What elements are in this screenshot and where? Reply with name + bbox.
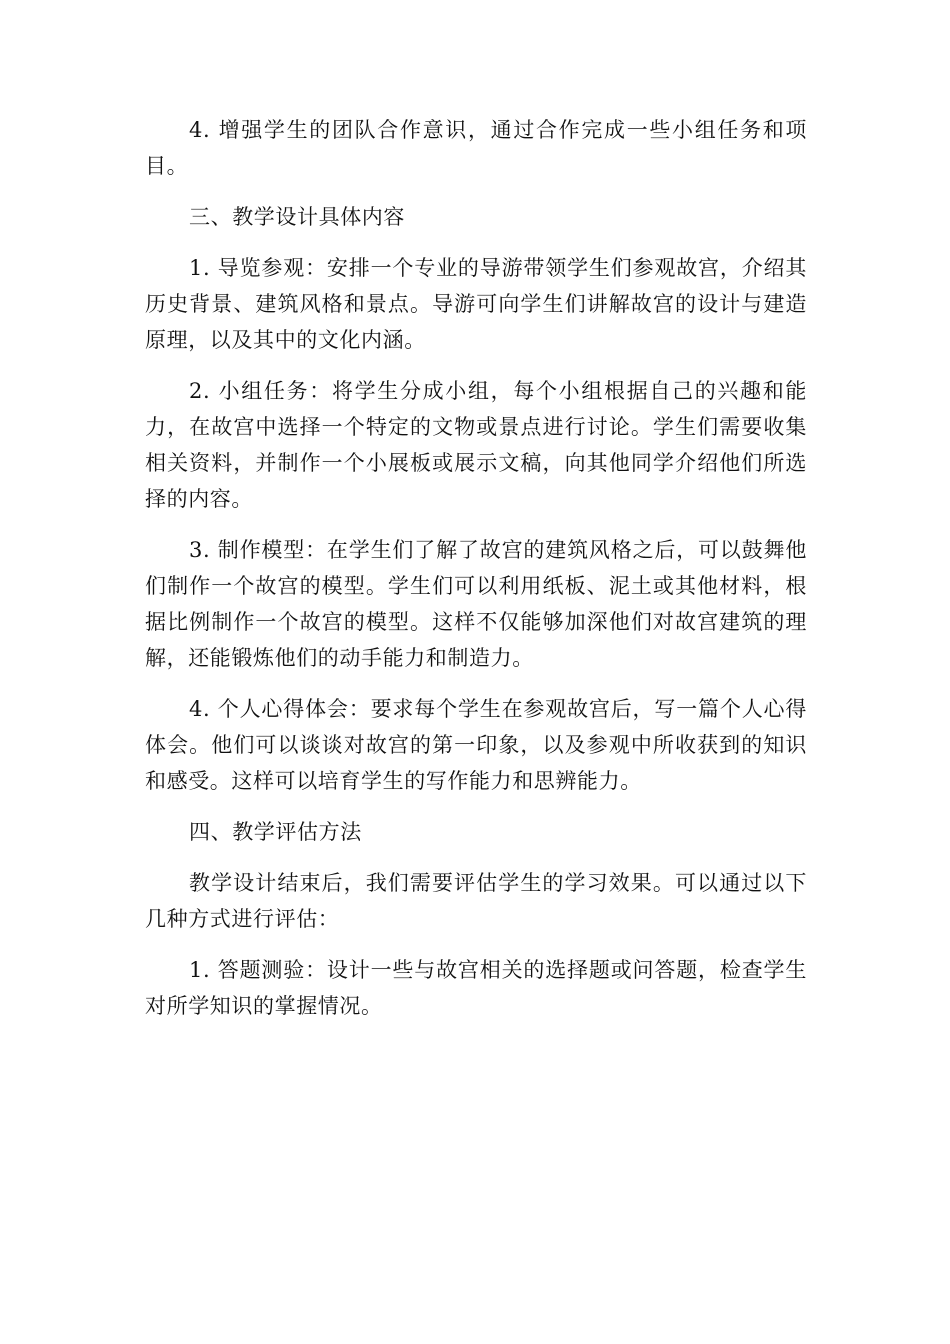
paragraph-content-1: 1. 导览参观：安排一个专业的导游带领学生们参观故宫，介绍其历史背景、建筑风格和景点。导游可向学生们讲解故宫的设计与建造原理，以及其中的文化内涵。 — [145, 256, 807, 352]
paragraph-evaluation-1: 1. 答题测验：设计一些与故宫相关的选择题或问答题，检查学生对所学知识的掌握情况。 — [145, 958, 807, 1018]
paragraph-evaluation-intro: 教学设计结束后，我们需要评估学生的学习效果。可以通过以下几种方式进行评估： — [145, 871, 807, 931]
section-heading-3: 三、教学设计具体内容 — [189, 205, 405, 229]
paragraph-content-2: 2. 小组任务：将学生分成小组，每个小组根据自己的兴趣和能力，在故宫中选择一个特定的文物或景点进行讨论。学生们需要收集相关资料，并制作一个小展板或展示文稿，向其他同学介绍他们所选择的内容。 — [145, 379, 807, 511]
paragraph-objective-4: 4. 增强学生的团队合作意识，通过合作完成一些小组任务和项目。 — [145, 118, 807, 178]
paragraph-content-3: 3. 制作模型：在学生们了解了故宫的建筑风格之后，可以鼓舞他们制作一个故宫的模型。学生们可以利用纸板、泥土或其他材料，根据比例制作一个故宫的模型。这样不仅能够加深他们对故宫建筑的理解，还能锻炼他们的动手能力和制造力。 — [145, 538, 807, 670]
section-heading-4: 四、教学评估方法 — [189, 820, 362, 844]
document-body — [145, 112, 807, 1039]
paragraph-content-4: 4. 个人心得体会：要求每个学生在参观故宫后，写一篇个人心得体会。他们可以谈谈对故宫的第一印象，以及参观中所收获到的知识和感受。这样可以培育学生的写作能力和思辨能力。 — [145, 697, 807, 793]
